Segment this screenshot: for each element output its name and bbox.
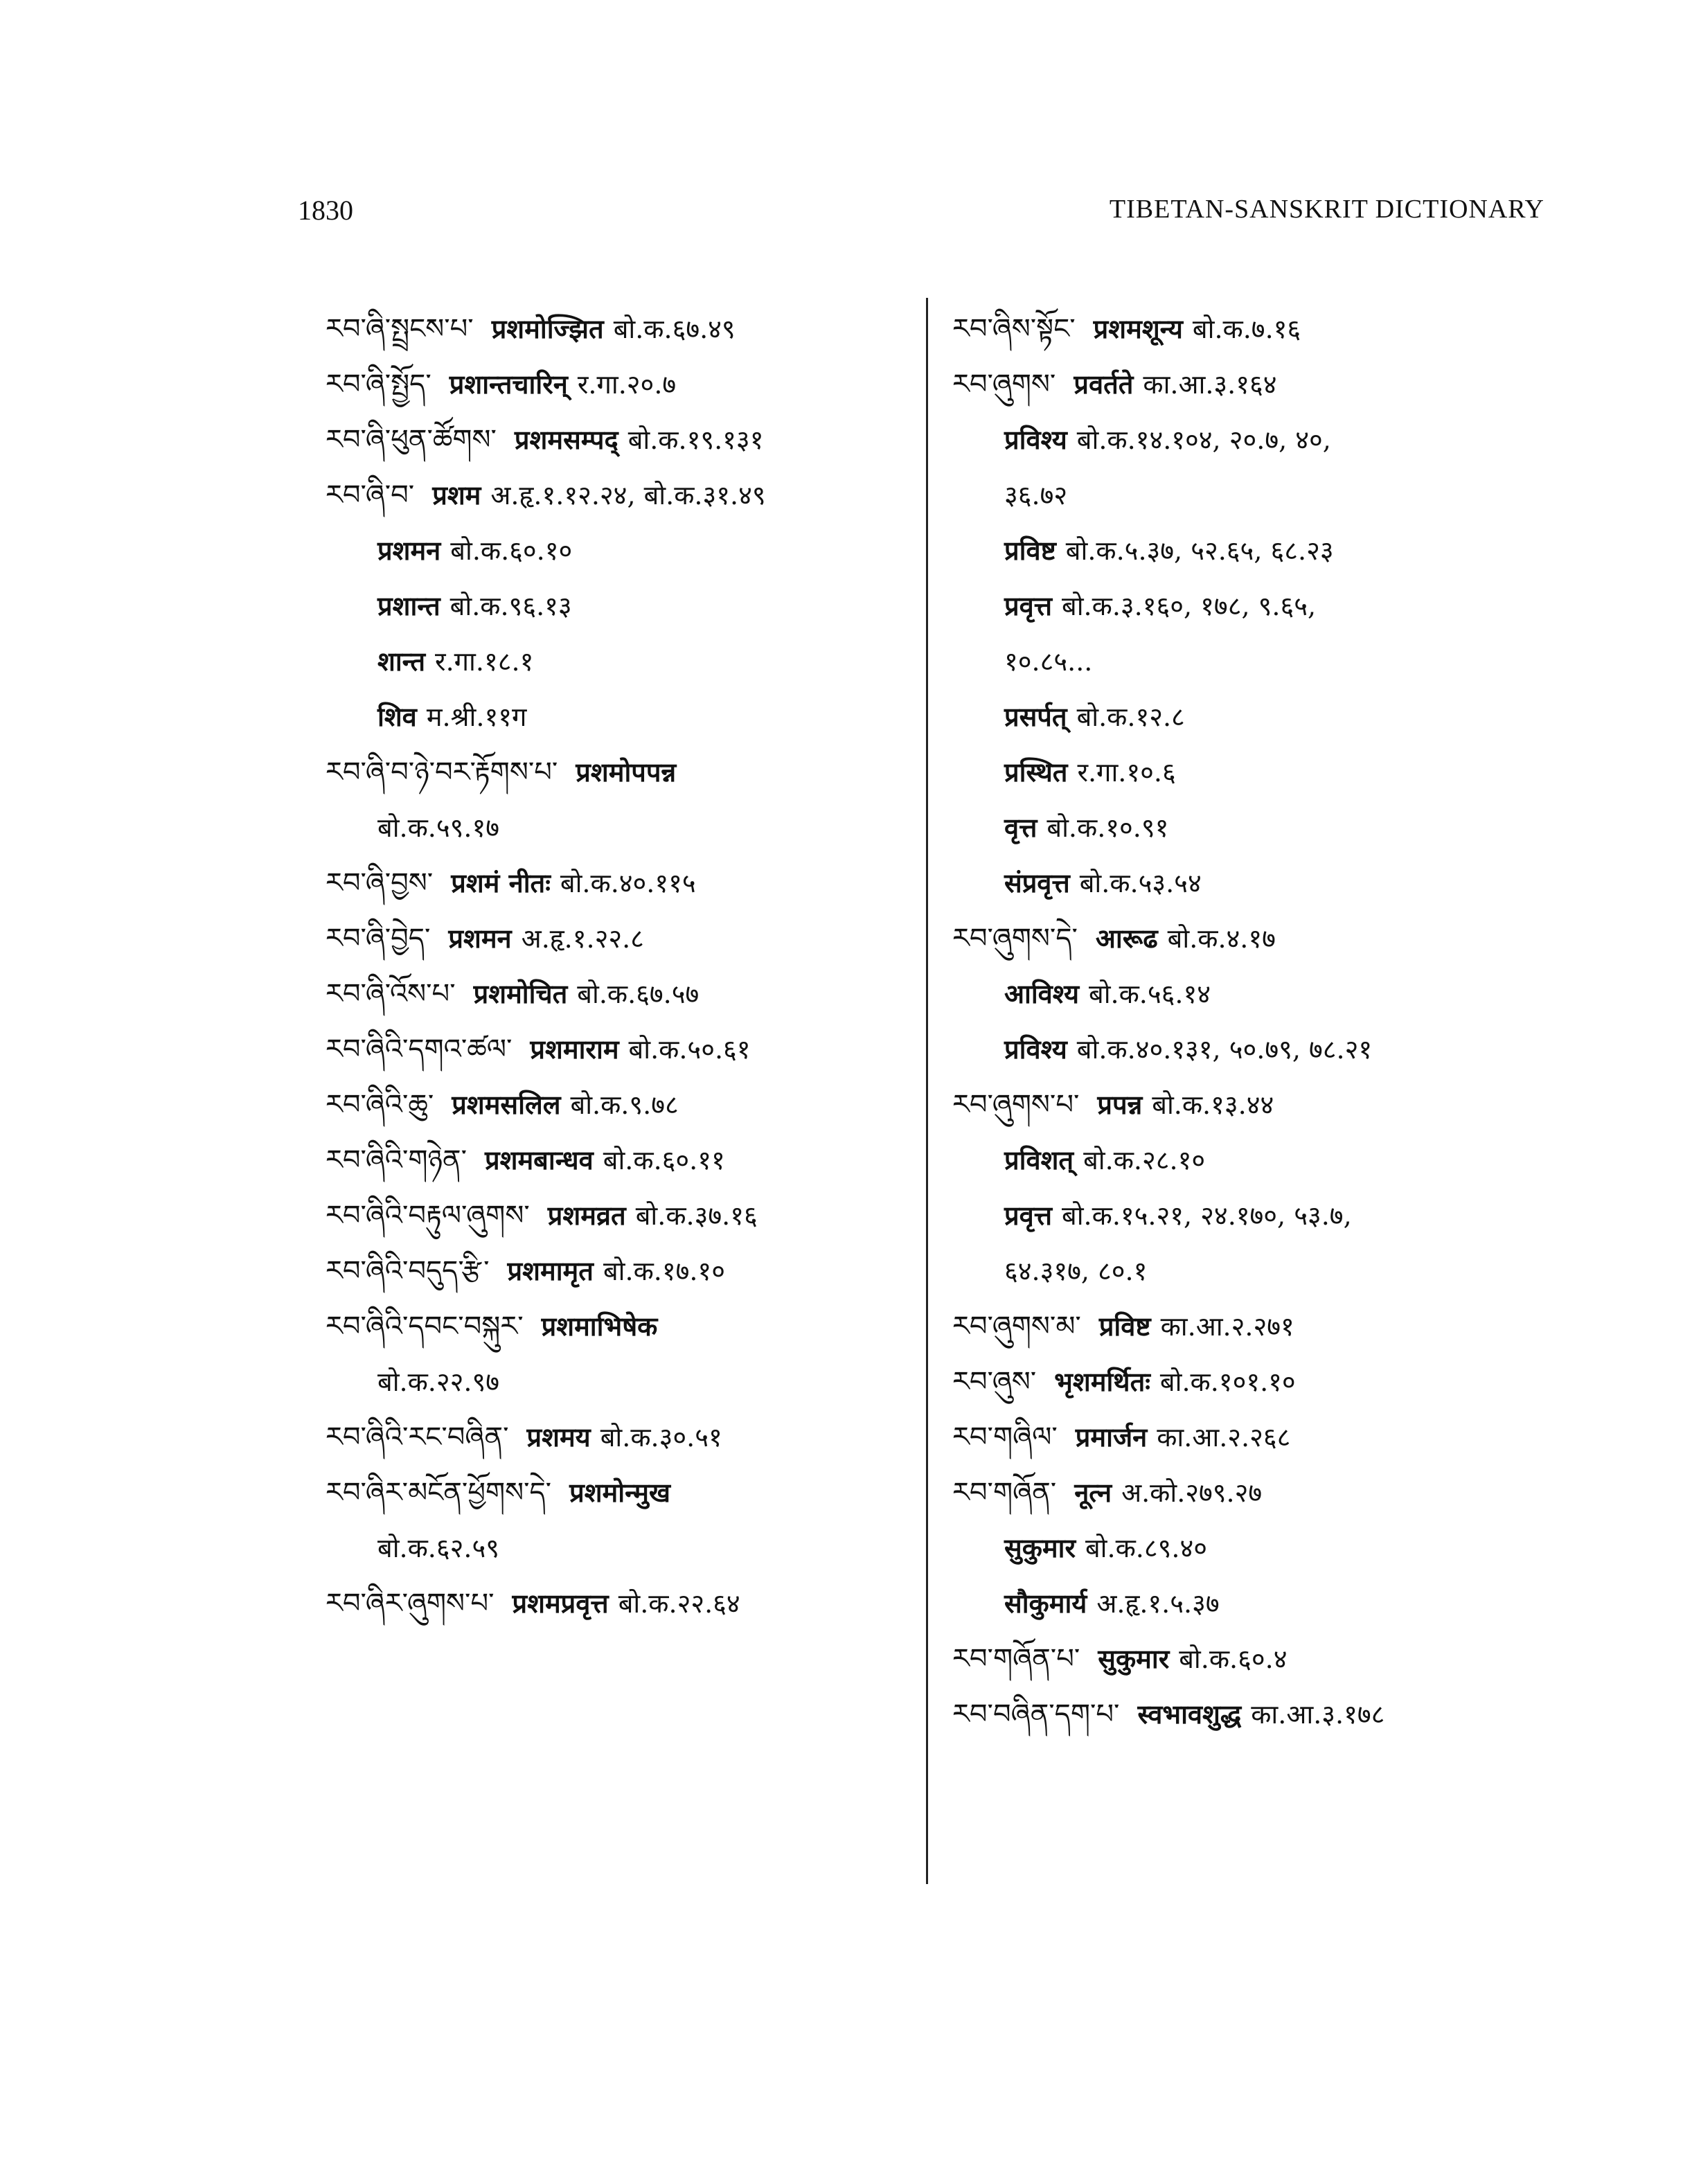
source-reference: र.गा.१०.६ — [1077, 757, 1176, 788]
sanskrit-equivalent: प्रविष्ट — [1098, 1311, 1151, 1342]
source-reference: बो.क.४०.१३१, ५०.७९, ७८.२१ — [1076, 1034, 1373, 1065]
sanskrit-equivalent: सुकुमार — [1004, 1532, 1076, 1563]
sanskrit-equivalent: सौकुमार्य — [1004, 1588, 1087, 1619]
source-reference: बो.क.१५.२१, २४.१७०, ५३.७, — [1062, 1200, 1352, 1231]
dictionary-entry — [326, 1465, 928, 1520]
sanskrit-equivalent: आविश्य — [1004, 978, 1079, 1009]
dictionary-entry — [326, 745, 928, 800]
tibetan-headword: རབ་ཞུགས་མ་ — [952, 1311, 1081, 1342]
sanskrit-equivalent: प्रशमोन्मुख — [569, 1477, 671, 1508]
sanskrit-equivalent: आरूढ — [1095, 923, 1158, 954]
tibetan-headword: རབ་ཞི་བ་ཉེ་བར་རྟོགས་པ་ — [326, 756, 558, 788]
right-column — [952, 301, 1555, 1742]
sanskrit-equivalent: प्रशमामृत — [507, 1255, 594, 1286]
source-reference: बो.क.१७.१० — [603, 1256, 725, 1286]
dictionary-entry — [952, 1299, 1555, 1354]
source-reference: बो.क.६७.४९ — [613, 314, 736, 344]
source-reference: का.आ.२.२७१ — [1160, 1311, 1294, 1342]
sanskrit-equivalent: प्रशमसम्पद् — [514, 424, 618, 455]
tibetan-headword: རབ་ཞིའི་གཉེན་ — [326, 1144, 467, 1176]
page-number: 1830 — [298, 195, 353, 226]
dictionary-entry — [952, 1188, 1555, 1243]
dictionary-entry — [326, 911, 928, 966]
dictionary-entry — [326, 1520, 928, 1576]
source-reference: म.श्री.११ग — [426, 702, 527, 732]
sanskrit-equivalent: प्रशमप्रवृत्त — [512, 1588, 609, 1619]
dictionary-entry — [952, 1354, 1555, 1410]
dictionary-entry — [952, 745, 1555, 800]
dictionary-entry — [952, 468, 1555, 523]
dictionary-entry — [326, 1299, 928, 1354]
sanskrit-equivalent: प्रशमसलिल — [452, 1089, 561, 1120]
tibetan-headword: རབ་ཞིར་མངོན་ཕྱོགས་དེ་ — [326, 1477, 552, 1509]
sanskrit-equivalent: प्रवृत्त — [1004, 590, 1053, 621]
sanskrit-equivalent: प्रशमं नीतः — [451, 867, 551, 898]
sanskrit-equivalent: प्रशान्त — [377, 590, 440, 621]
tibetan-headword: རབ་གཞིལ་ — [952, 1421, 1058, 1453]
dictionary-entry — [326, 523, 928, 578]
dictionary-entry — [952, 1410, 1555, 1465]
dictionary-entry — [952, 1133, 1555, 1188]
tibetan-headword: རབ་ཞུས་ — [952, 1366, 1037, 1398]
source-reference: अ.हृ.१.२२.८ — [521, 923, 644, 954]
left-column — [326, 301, 928, 1631]
dictionary-entry — [326, 1077, 928, 1133]
source-reference: बो.क.५०.६१ — [628, 1034, 751, 1065]
source-reference: अ.हृ.१.१२.२४, बो.क.३१.४९ — [490, 480, 766, 511]
dictionary-entry — [326, 689, 928, 745]
dictionary-entry — [326, 1022, 928, 1077]
sanskrit-equivalent: प्रशमव्रत — [547, 1200, 626, 1231]
tibetan-headword: རབ་ཞི་འོས་པ་ — [326, 978, 456, 1010]
source-reference: बो.क.१३.४४ — [1152, 1090, 1274, 1120]
dictionary-entry — [326, 634, 928, 689]
sanskrit-equivalent: प्रशमोज्झित — [491, 313, 604, 344]
source-reference: बो.क.९.७८ — [570, 1090, 679, 1120]
sanskrit-equivalent: शिव — [377, 701, 417, 732]
source-reference: अ.हृ.१.५.३७ — [1096, 1588, 1220, 1619]
sanskrit-equivalent: प्रशमोचित — [473, 978, 568, 1009]
source-reference: बो.क.३०.५१ — [600, 1422, 722, 1453]
dictionary-entry — [952, 1631, 1555, 1687]
source-reference: ३६.७२ — [1004, 480, 1068, 511]
source-reference: का.आ.२.२६८ — [1157, 1422, 1291, 1453]
source-reference: बो.क.१९.१३१ — [627, 425, 764, 455]
tibetan-headword: རབ་ཞུགས་དེ་ — [952, 923, 1078, 955]
tibetan-headword: རབ་ཞུགས་པ་ — [952, 1089, 1080, 1121]
sanskrit-equivalent: नूत्न — [1074, 1477, 1112, 1508]
dictionary-entry — [326, 1576, 928, 1631]
tibetan-headword: རབ་གཞོན་པ་ — [952, 1643, 1080, 1675]
dictionary-entry — [952, 1243, 1555, 1299]
dictionary-entry — [952, 911, 1555, 966]
source-reference: का.आ.३.१७८ — [1251, 1699, 1385, 1730]
source-reference: बो.क.१४.१०४, २०.७, ४०, — [1076, 425, 1331, 455]
sanskrit-equivalent: भृशमर्थितः — [1054, 1366, 1150, 1397]
source-reference: का.आ.३.१६४ — [1143, 369, 1277, 400]
source-reference: बो.क.५३.५४ — [1079, 868, 1202, 898]
source-reference: बो.क.३७.१६ — [635, 1200, 758, 1231]
dictionary-entry — [326, 1410, 928, 1465]
dictionary-entry — [326, 1243, 928, 1299]
dictionary-entry — [326, 966, 928, 1022]
dictionary-entry — [952, 1022, 1555, 1077]
dictionary-entry — [326, 855, 928, 911]
source-reference: र.गा.१८.१ — [435, 646, 534, 677]
dictionary-entry — [952, 578, 1555, 634]
dictionary-entry — [952, 412, 1555, 468]
sanskrit-equivalent: प्रवर्तते — [1074, 369, 1134, 400]
tibetan-headword: རབ་ཞི་བྱས་ — [326, 867, 434, 899]
dictionary-entry — [952, 1465, 1555, 1520]
source-reference: बो.क.५९.१७ — [377, 813, 500, 843]
source-reference: बो.क.४०.११५ — [560, 868, 696, 898]
dictionary-entry — [326, 412, 928, 468]
sanskrit-equivalent: प्रविष्ट — [1004, 535, 1056, 566]
tibetan-headword: རབ་ཞུགས་ — [952, 369, 1056, 400]
dictionary-entry — [952, 1687, 1555, 1742]
source-reference: बो.क.१०१.१० — [1159, 1367, 1296, 1397]
sanskrit-equivalent: प्रशमाराम — [530, 1033, 619, 1065]
dictionary-entry — [326, 1354, 928, 1410]
sanskrit-equivalent: संप्रवृत्त — [1004, 867, 1070, 898]
sanskrit-equivalent: प्रवृत्त — [1004, 1200, 1053, 1231]
source-reference: बो.क.९६.१३ — [449, 591, 572, 621]
tibetan-headword: རབ་ཞི་ཕུན་ཚོགས་ — [326, 424, 497, 456]
dictionary-entry — [952, 634, 1555, 689]
source-reference: बो.क.३.१६०, १७८, ९.६५, — [1062, 591, 1317, 621]
sanskrit-equivalent: प्रविशत् — [1004, 1144, 1074, 1175]
source-reference: अ.को.२७९.२७ — [1121, 1477, 1263, 1508]
tibetan-headword: རབ་གཞོན་ — [952, 1477, 1057, 1509]
tibetan-headword: རབ་ཞིའི་རང་བཞིན་ — [326, 1421, 509, 1453]
tibetan-headword: རབ་ཞིར་ཞུགས་པ་ — [326, 1588, 495, 1619]
tibetan-headword: རབ་ཞིའི་བརྟུལ་ཞུགས་ — [326, 1200, 530, 1232]
dictionary-entry — [952, 1520, 1555, 1576]
tibetan-headword: རབ་བཞིན་དག་པ་ — [952, 1698, 1120, 1730]
sanskrit-equivalent: प्रशमाभिषेक — [541, 1311, 658, 1342]
dictionary-entry — [952, 301, 1555, 357]
dictionary-entry — [952, 1576, 1555, 1631]
sanskrit-equivalent: प्रपन्न — [1097, 1089, 1143, 1120]
sanskrit-equivalent: प्रशम — [432, 479, 481, 511]
source-reference: बो.क.५.३७, ५२.६५, ६८.२३ — [1065, 535, 1334, 566]
dictionary-entry — [326, 800, 928, 855]
tibetan-headword: རབ་ཞིའི་ཆུ་ — [326, 1089, 434, 1121]
source-reference: बो.क.५६.१४ — [1089, 979, 1211, 1009]
tibetan-headword: རབ་ཞིའི་བདུད་རྩི་ — [326, 1255, 490, 1287]
source-reference: १०.८५... — [1004, 646, 1093, 677]
sanskrit-equivalent: प्रशमन — [448, 923, 512, 954]
sanskrit-equivalent: प्रशमशून्य — [1093, 313, 1183, 344]
sanskrit-equivalent: वृत्त — [1004, 812, 1037, 843]
source-reference: बो.क.१०.९१ — [1047, 813, 1169, 843]
tibetan-headword: རབ་ཞིའི་དགའ་ཚལ་ — [326, 1033, 513, 1065]
sanskrit-equivalent: प्रविश्य — [1004, 1033, 1067, 1065]
source-reference: र.गा.२०.७ — [577, 369, 677, 400]
page-header — [298, 187, 1544, 242]
source-reference: बो.क.६२.५९ — [377, 1533, 500, 1563]
dictionary-entry — [326, 301, 928, 357]
tibetan-headword: རབ་ཞི་བྱེད་ — [326, 923, 431, 955]
running-title: TIBETAN-SANSKRIT DICTIONARY — [1109, 195, 1544, 224]
source-reference: बो.क.७.१६ — [1192, 314, 1301, 344]
sanskrit-equivalent: प्रमार्जन — [1075, 1421, 1148, 1453]
sanskrit-equivalent: स्वभावशुद्ध — [1137, 1698, 1242, 1730]
tibetan-headword: རབ་ཞི་སྤྱོད་ — [326, 369, 431, 400]
dictionary-entry — [326, 1133, 928, 1188]
tibetan-headword: རབ་ཞི་སྤྲངས་པ་ — [326, 313, 474, 345]
dictionary-entry — [952, 800, 1555, 855]
source-reference: ६४.३१७, ८०.१ — [1004, 1256, 1148, 1286]
dictionary-entry — [326, 1188, 928, 1243]
dictionary-entry — [952, 1077, 1555, 1133]
sanskrit-equivalent: शान्त — [377, 646, 426, 677]
source-reference: बो.क.२८.१० — [1083, 1145, 1206, 1175]
source-reference: बो.क.६०.१० — [450, 535, 573, 566]
sanskrit-equivalent: प्रशमबान्धव — [485, 1144, 594, 1175]
sanskrit-equivalent: प्रशमन — [377, 535, 441, 566]
dictionary-entry — [952, 689, 1555, 745]
source-reference: बो.क.६०.११ — [603, 1145, 725, 1175]
tibetan-headword: རབ་ཞིས་སྟོང་ — [952, 313, 1076, 345]
sanskrit-equivalent: प्रशमय — [526, 1421, 591, 1453]
tibetan-headword: རབ་ཞི་བ་ — [326, 479, 415, 511]
source-reference: बो.क.२२.६४ — [618, 1588, 740, 1619]
sanskrit-equivalent: प्रविश्य — [1004, 424, 1067, 455]
dictionary-entry — [326, 468, 928, 523]
sanskrit-equivalent: प्रस्थित — [1004, 756, 1068, 788]
sanskrit-equivalent: सुकुमार — [1098, 1643, 1170, 1674]
source-reference: बो.क.६०.४ — [1179, 1644, 1288, 1674]
sanskrit-equivalent: प्रसर्पत् — [1004, 701, 1067, 732]
sanskrit-equivalent: प्रशमोपपन्न — [576, 756, 677, 788]
source-reference: बो.क.६७.५७ — [577, 979, 700, 1009]
tibetan-headword: རབ་ཞིའི་དབང་བསྐུར་ — [326, 1311, 524, 1342]
dictionary-entry — [952, 523, 1555, 578]
dictionary-entry — [952, 855, 1555, 911]
source-reference: बो.क.१२.८ — [1076, 702, 1185, 732]
dictionary-entry — [952, 966, 1555, 1022]
dictionary-entry — [952, 357, 1555, 412]
dictionary-entry — [326, 357, 928, 412]
source-reference: बो.क.२२.९७ — [377, 1367, 500, 1397]
dictionary-entry — [326, 578, 928, 634]
source-reference: बो.क.४.१७ — [1167, 923, 1276, 954]
sanskrit-equivalent: प्रशान्तचारिन् — [449, 369, 568, 400]
source-reference: बो.क.८९.४० — [1085, 1533, 1207, 1563]
